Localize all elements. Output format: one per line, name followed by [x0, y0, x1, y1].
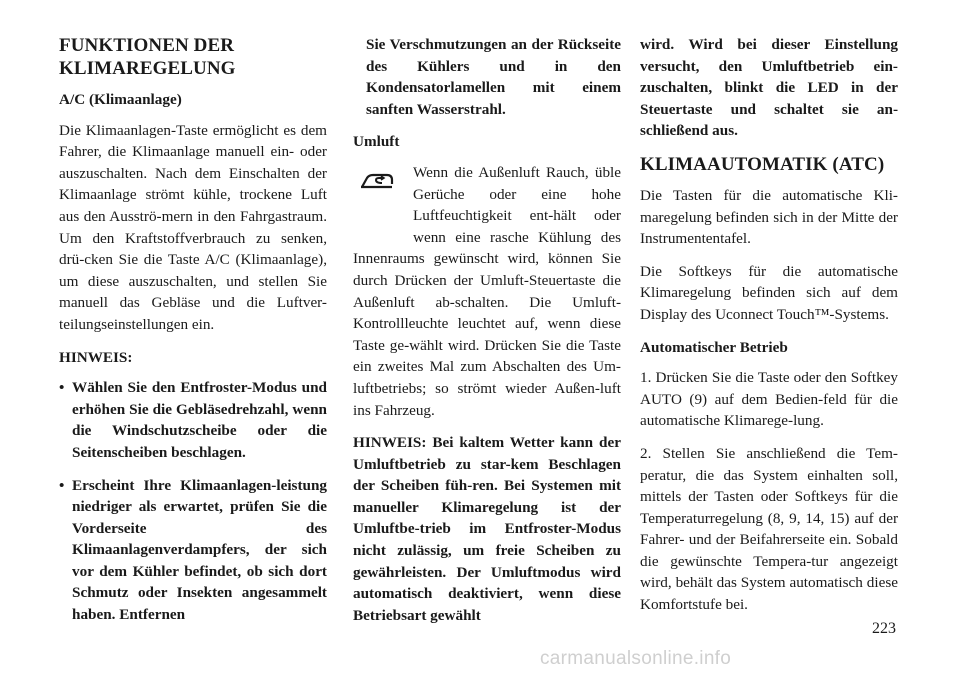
paragraph-recirculation — [353, 162, 621, 421]
column-middle — [353, 34, 621, 637]
step-1: 1. Drücken Sie die Taste oder den Softkey AUTO (9) auf dem Bedien-feld für die automatische Klimarege-lung. — [640, 369, 898, 430]
note-bullet-performance: • Erscheint Ihre Klimaanlagen-leistung niedriger als erwartet, prüfen Sie die Vorderseite des Klimaanlagenverdampfers, der sich vor dem Kühler befindet, ob sich dort Schmutz oder Insekten angesammelt haben. Entfernen — [59, 475, 327, 626]
paragraph-ac: Die Klimaanlagen-Taste ermöglicht es dem Fahrer, die Klimaanlage manuell ein- oder auszuschalten. Nach dem Einschalten der Klimaanlage strömt kühle, trockene Luft aus den Ausströ-mern in den Fahrgastraum. Um den Kraftstoffverbrauch zu senken, drü-cken Sie die Taste A/C (Klimaanlage), um diese auszuschalten, und stellen Sie manuell das Gebläse und die Luftver-teilungseinstellungen ein. — [59, 121, 327, 333]
note-bullet-defrost: • Wählen Sie den Entfroster-Modus und erhöhen Sie die Gebläsedrehzahl, wenn die Windschutzscheibe oder die Seitenscheiben beschlagen. — [59, 377, 327, 463]
page-number: 223 — [872, 620, 896, 637]
note-recirculation-cold: HINWEIS: Bei kaltem Wetter kann der Umluftbetrieb zu star-kem Beschlagen der Scheiben füh-ren. Bei Systemen mit manueller Klimaregelung ist der Umluftbe-trieb im Entfroster-Modus nicht zulässig, um freie Scheiben zu gewährleisten. Der Umluftmodus wird automatisch deaktiviert, wenn diese Betriebsart gewählt — [353, 434, 621, 624]
watermark: carmanualsonline.info — [540, 648, 732, 669]
section-heading-climate-functions: FUNKTIONEN DER KLIMAREGELUNG — [59, 35, 236, 79]
subheading-recirculation: Umluft — [353, 133, 400, 151]
note-continuation: wird. Wird bei dieser Einstellung versucht, den Umluftbetrieb ein-zuschalten, blinkt die LED in der Steuertaste und schaltet sie an-schließend aus. — [640, 36, 898, 140]
column-right — [640, 34, 898, 627]
note-bullet-list — [59, 377, 327, 626]
paragraph-recirculation-text: Wenn die Außenluft Rauch, üble Gerüche oder eine hohe Luftfeuchtigkeit ent-hält oder wenn eine rasche Kühlung des Innenraums gewünscht wird, können Sie durch Drücken der Umluft-Steuertaste die Außenluft ab-schalten. Die Umluft-Kontrollleuchte leuchtet auf, wenn diese Taste ge-wählt wird. Drücken Sie die Taste ein zweites Mal zum Abschalten des Um-luftbetriebs; so strömt wieder Außen-luft ins Fahrzeug. — [353, 163, 621, 419]
recirculation-icon — [359, 170, 407, 228]
bullet-continuation: Sie Verschmutzungen an der Rückseite des Kühlers und in den Kondensatorlamellen mit einem sanften Wasserstrahl. — [366, 36, 621, 118]
step-2: 2. Stellen Sie anschließend die Tem-peratur, die das System einhalten soll, mittels der Tasten oder Softkeys für die Temperaturregelung (8, 9, 14, 15) auf der Fahrer- und der Beifahrerseite ein. Sobald die gewünschte Tempera-tur angezeigt wird, behält das System automatisch diese Komfortstufe bei. — [640, 444, 898, 614]
subheading-ac: A/C (Klimaanlage) — [59, 91, 182, 108]
paragraph-atc-buttons: Die Tasten für die automatische Kli-maregelung befinden sich in der Mitte der Instrumententafel. — [640, 186, 898, 248]
paragraph-atc-softkeys: Die Softkeys für die automatische Klimaregelung befinden sich auf dem Display des Uconnect Touch™-Systems. — [640, 262, 898, 323]
note-label: HINWEIS: — [59, 348, 133, 366]
section-heading-atc: KLIMAAUTOMATIK (ATC) — [640, 153, 885, 175]
subheading-automatic: Automatischer Betrieb — [640, 338, 788, 356]
column-left — [59, 34, 327, 637]
